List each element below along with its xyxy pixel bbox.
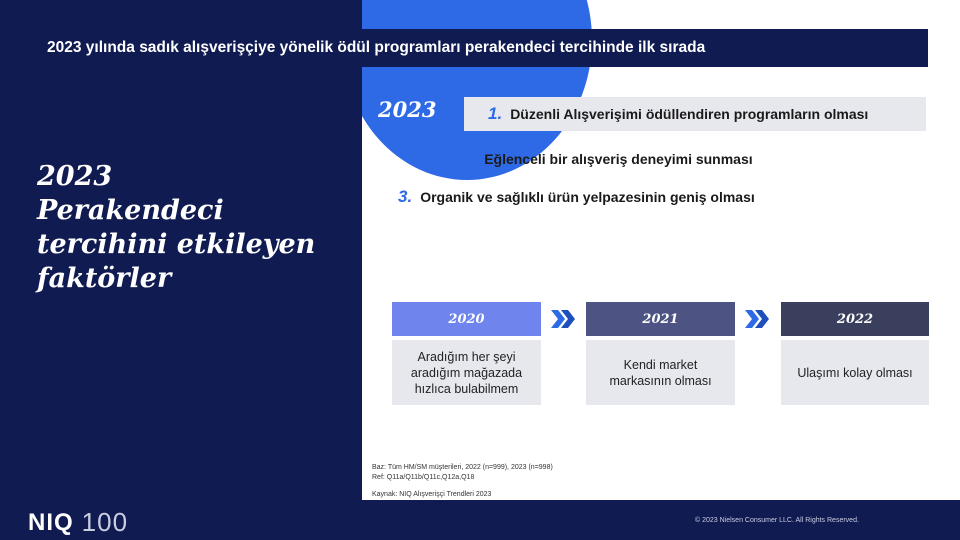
top-factor-3-text: Organik ve sağlıklı ürün yelpazesinin geniş olması — [420, 189, 755, 205]
main-title-line-2: Perakendeci — [37, 195, 224, 226]
chevron-double-right-icon — [549, 308, 579, 330]
top-factor-3 — [398, 183, 755, 211]
headline-banner: 2023 yılında sadık alışverişçiye yönelik ödül programları perakendeci tercihinde ilk sırada — [29, 29, 928, 67]
timeline-2020-header: 2020 — [392, 302, 541, 336]
main-title-line-4: faktörler — [37, 263, 172, 294]
main-title — [37, 160, 357, 296]
top-factor-3-number: 3. — [398, 187, 413, 206]
timeline-2021-header: 2021 — [586, 302, 735, 336]
timeline-2022-box: Ulaşımı kolay olması — [781, 340, 929, 405]
copyright: © 2023 Nielsen Consumer LLC. All Rights Reserved. — [695, 517, 859, 524]
timeline-2021-box: Kendi market markasının olması — [586, 340, 735, 405]
timeline-2020-box: Aradığım her şeyi aradığım mağazada hızlıca bulabilmem — [392, 340, 541, 405]
content-panel — [362, 0, 960, 500]
top-factor-1-number: 1. — [488, 104, 503, 123]
footnote-source: Kaynak: NIQ Alışverişçi Trendleri 2023 — [372, 491, 492, 498]
niq-100-logo — [28, 507, 128, 538]
top-factor-2-number: 2. — [462, 149, 477, 168]
main-title-line-3: tercihini etkileyen — [37, 229, 316, 260]
top-factor-2-text: Eğlenceli bir alışveriş deneyimi sunması — [484, 151, 753, 167]
main-title-line-1: 2023 — [37, 161, 113, 192]
chevron-double-right-icon — [743, 308, 773, 330]
top-factor-1-text: Düzenli Alışverişimi ödüllendiren programların olması — [510, 106, 869, 122]
footnote-base: Baz: Tüm HM/SM müşterileri, 2022 (n=999), 2023 (n=998) — [372, 464, 553, 471]
logo-number: 100 — [81, 507, 129, 537]
year-badge: 2023 — [378, 97, 437, 122]
top-factor-2 — [462, 145, 753, 173]
footnote-ref: Ref: Q11a/Q11b/Q11c,Q12a,Q18 — [372, 474, 475, 481]
logo-text: NIQ — [28, 508, 74, 536]
top-factor-1 — [464, 97, 926, 131]
footnotes — [372, 463, 553, 500]
timeline-2022-header: 2022 — [781, 302, 929, 336]
